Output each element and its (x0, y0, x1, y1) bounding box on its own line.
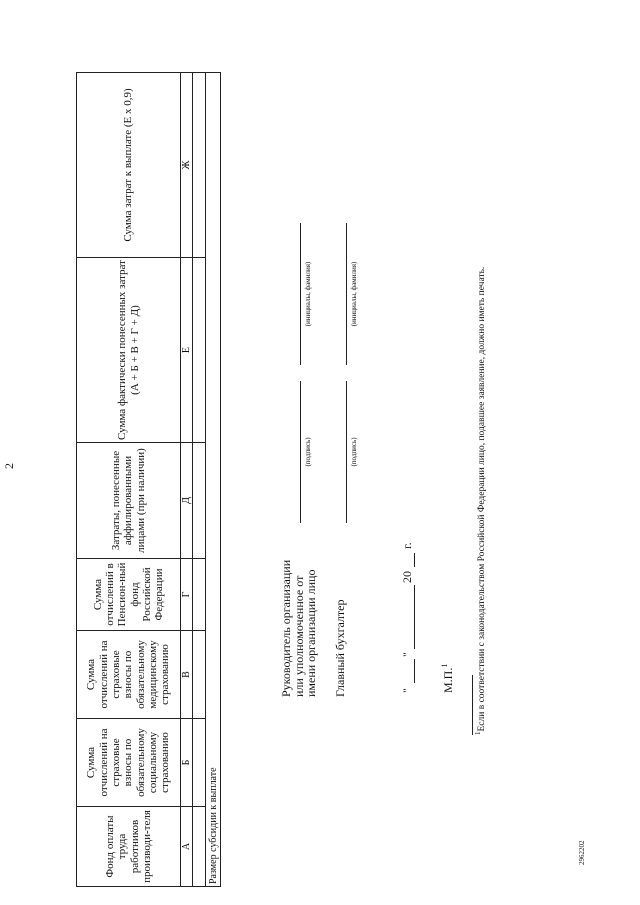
date-year-field[interactable] (414, 553, 415, 567)
table-header-row (77, 73, 181, 887)
value-cell[interactable] (193, 807, 206, 887)
column-header: Сумма затрат к выплате (Е х 0,9) (77, 73, 181, 258)
column-header: Фонд оплаты труда работников производи-теля (77, 807, 181, 887)
footnote-separator (472, 675, 473, 735)
column-letter: Е (181, 258, 193, 443)
date-year-suffix: г. (400, 542, 414, 549)
document-code: 2962202 (578, 840, 586, 865)
date-month-field[interactable] (414, 585, 415, 649)
head-initials-line[interactable] (300, 223, 301, 365)
column-letter: Г (181, 559, 193, 631)
column-letter: В (181, 631, 193, 719)
footnote-marker: 1 (440, 663, 449, 668)
column-letter: А (181, 807, 193, 887)
date-quote-close: " (400, 652, 414, 657)
summary-label: Размер субсидии к выплате (206, 73, 221, 887)
date-quote-open: " (400, 688, 414, 693)
footnote-number: 1 (474, 731, 482, 735)
value-cell[interactable] (193, 258, 206, 443)
signature-caption: (подпись) (350, 437, 358, 467)
chief-accountant-label: Главный бухгалтер (333, 599, 347, 697)
value-cell[interactable] (193, 631, 206, 719)
column-header: Сумма отчислений на страховые взносы по обязательному социальному страхованию (77, 719, 181, 807)
value-cell[interactable] (193, 559, 206, 631)
column-header: Сумма отчислений на страховые взносы по обязательному медицинскому страхованию (77, 631, 181, 719)
page-number: 2 (2, 463, 16, 469)
date-day-field[interactable] (414, 659, 415, 683)
column-letter: Ж (181, 73, 193, 258)
column-header: Сумма отчислений в Пенсион-ный фонд Российской Федерации (77, 559, 181, 631)
column-header: Затраты, понесенные аффилированными лицами (при наличии) (77, 443, 181, 559)
initials-caption: (инициалы, фамилия) (304, 261, 312, 327)
accountant-signature-line[interactable] (346, 381, 347, 523)
head-signature-line[interactable] (300, 381, 301, 523)
summary-row (206, 73, 221, 887)
stamp-place: М.П.$^1$ (440, 663, 455, 693)
value-cell[interactable] (193, 443, 206, 559)
footnote (474, 35, 487, 735)
column-letter-row (181, 73, 193, 887)
accountant-initials-line[interactable] (346, 223, 347, 365)
column-letter: Б (181, 719, 193, 807)
initials-caption: (инициалы, фамилия) (350, 261, 358, 327)
date-century: 20 (400, 571, 414, 583)
column-header: Сумма фактически понесенных затрат (А + Б + В + Г + Д) (77, 258, 181, 443)
column-letter: Д (181, 443, 193, 559)
value-cell[interactable] (193, 73, 206, 258)
head-signatory-label: Руководитель организации или уполномоченное от имени организации лицо (279, 559, 319, 697)
value-cell[interactable] (193, 719, 206, 807)
subsidy-table (76, 72, 221, 887)
signature-caption: (подпись) (304, 437, 312, 467)
footnote-text: Если в соответствии с законодательством Российской Федерации лицо, подавшее заявление, должно иметь печать. (477, 266, 488, 732)
value-row (193, 73, 206, 887)
